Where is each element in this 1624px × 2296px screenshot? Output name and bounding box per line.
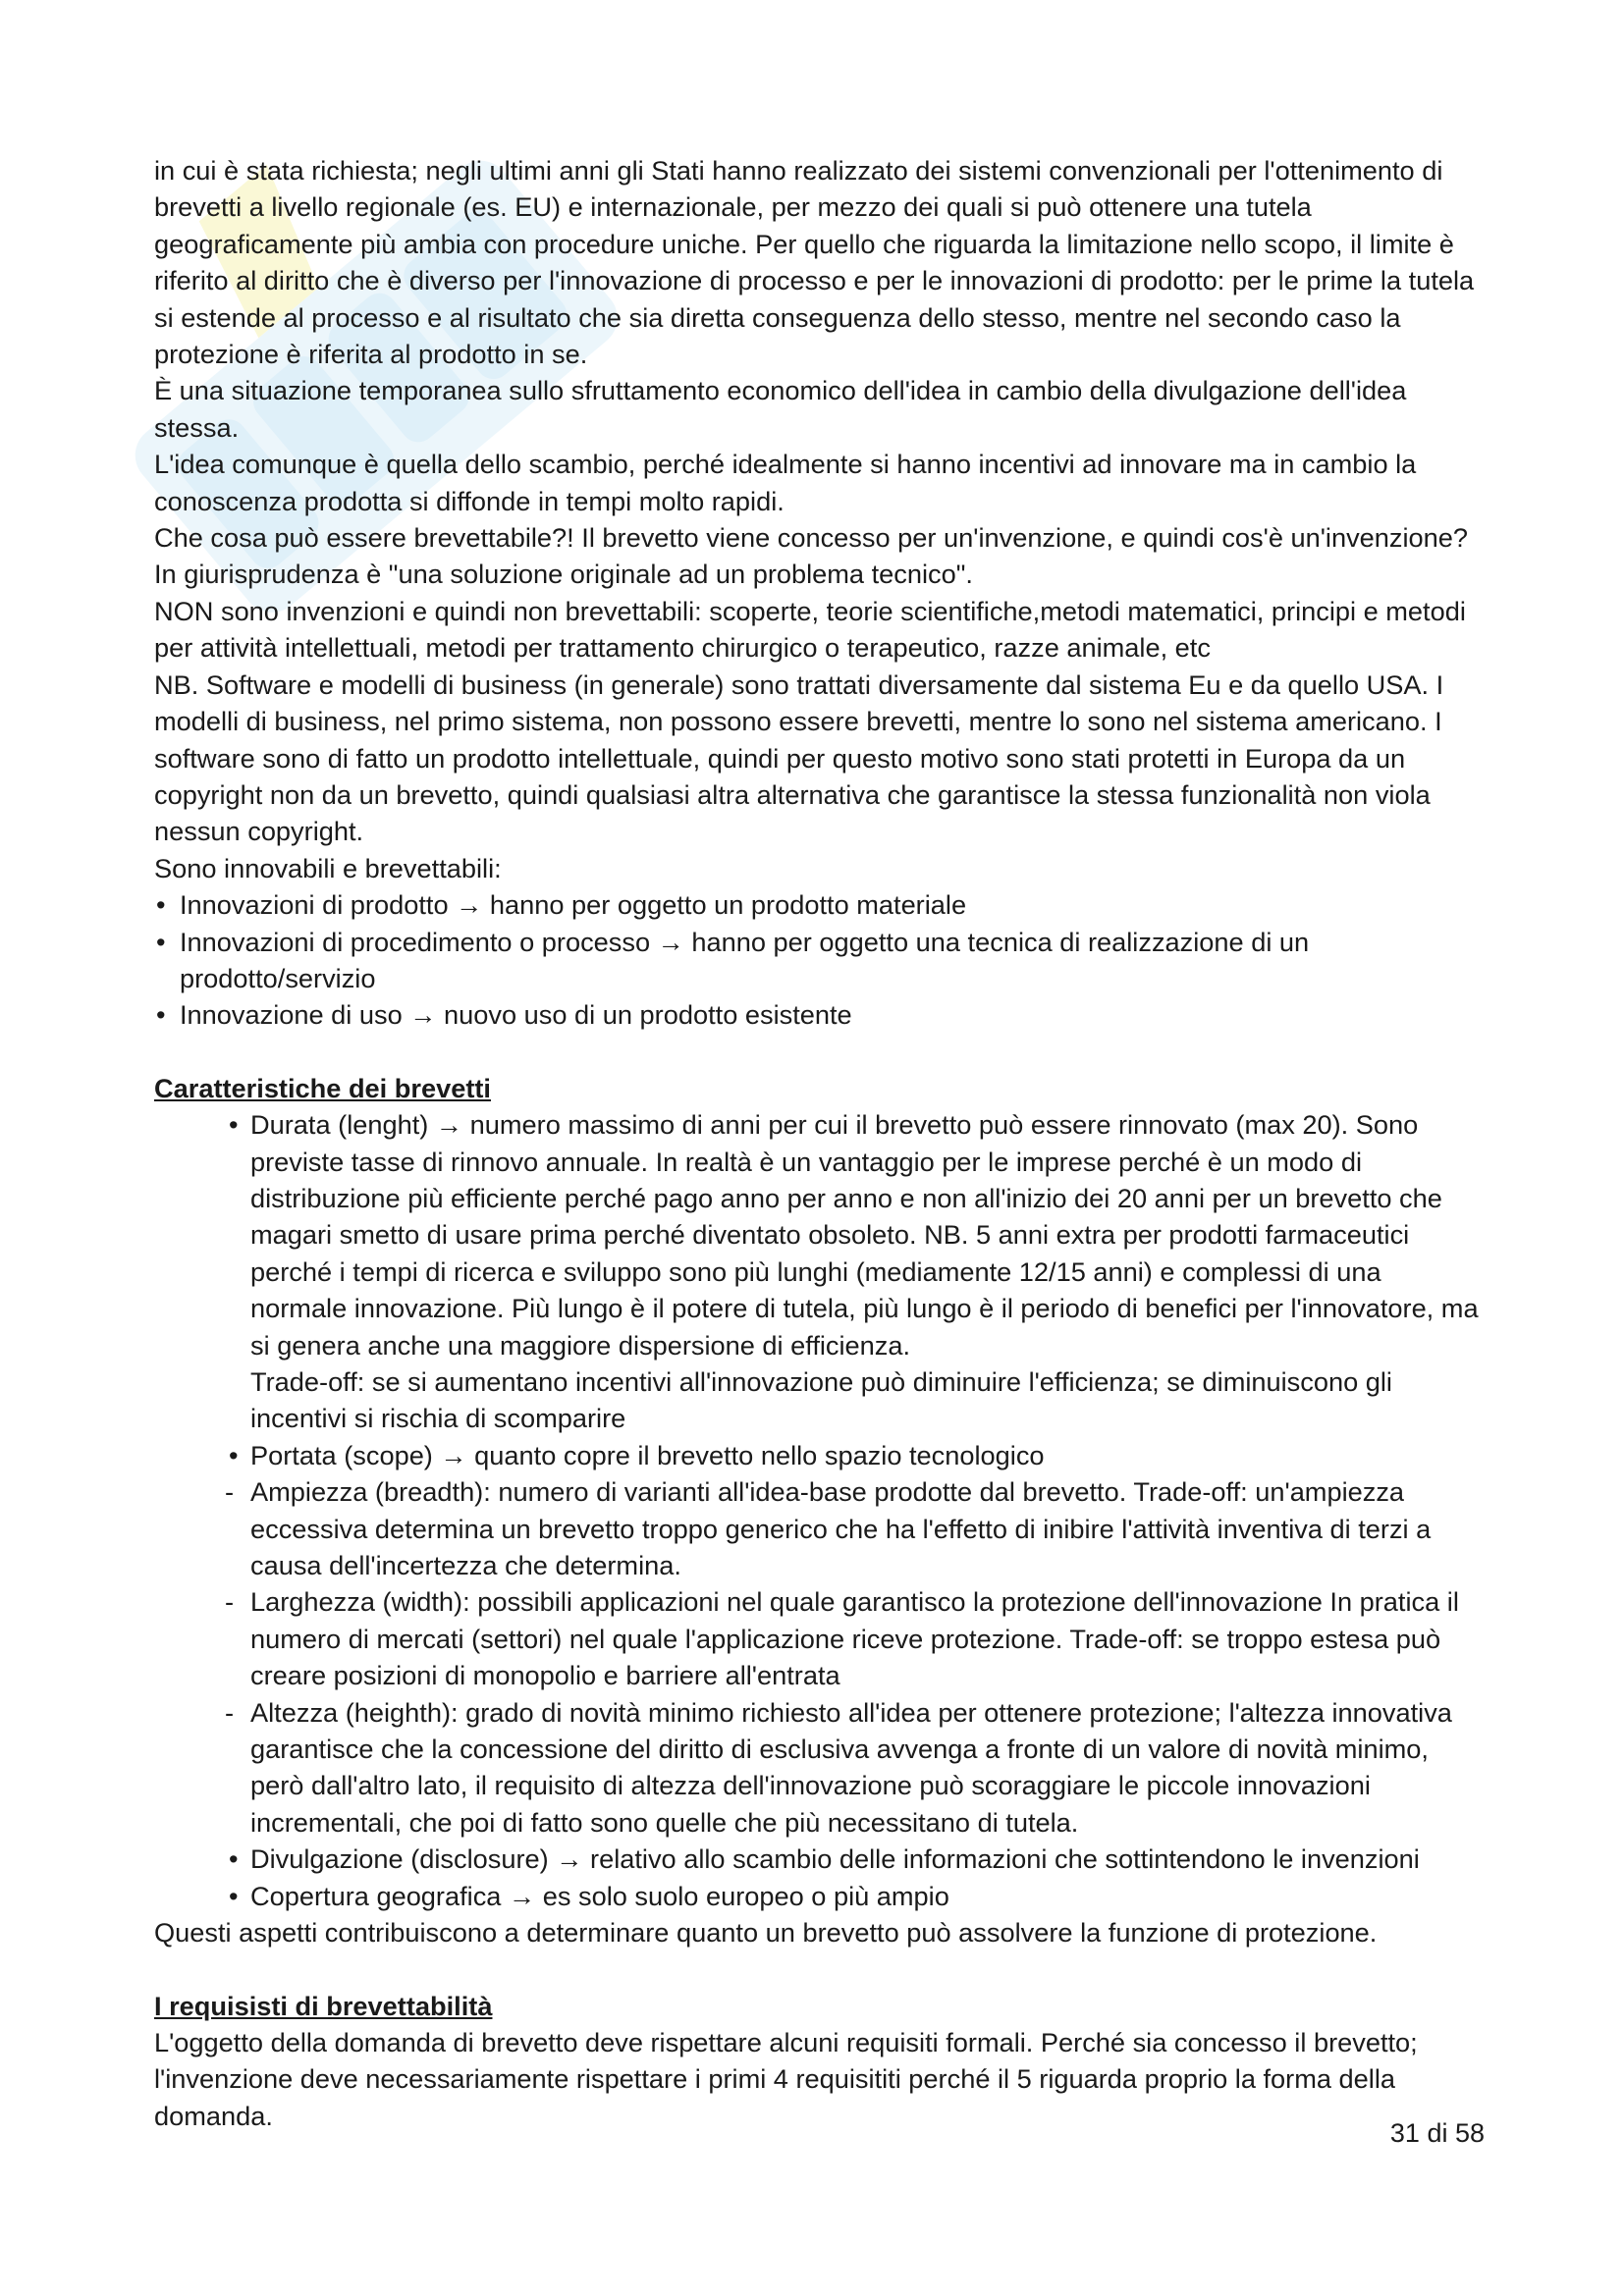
section-heading-characteristics: Caratteristiche dei brevetti — [154, 1072, 491, 1103]
intro-paragraph: È una situazione temporanea sullo sfruttamento economico dell'idea in cambio della divulgazione dell'idea stessa. — [154, 375, 1407, 443]
spacer — [154, 1951, 1485, 1988]
list-item-larghezza: - Larghezza (width): possibili applicazioni nel quale garantisco la protezione dell'innovazione In pratica il numero di mercati (settori) nel quale l'applicazione riceve protezione. Trade-off: se troppo estesa può creare posizioni di monopolio e barriere all'entrata — [217, 1583, 1485, 1693]
list-item: • Innovazioni di prodotto → hanno per oggetto un prodotto materiale — [154, 886, 1485, 923]
list-item-altezza: - Altezza (heighth): grado di novità minimo richiesto all'idea per ottenere protezione; l'altezza innovativa garantisce che la concessione del diritto di esclusiva avvenga a fronte di un valore di novità minimo, però dall'altro lato, il requisito di altezza dell'innovazione può scoraggiare le piccole innovazioni incrementali, che poi di fatto sono quelle che più necessitano di tutela. — [217, 1694, 1485, 1842]
list-item: • Innovazioni di procedimento o processo → hanno per oggetto una tecnica di realizzazione di un prodotto/servizio — [154, 924, 1485, 997]
list-item: • Innovazione di uso → nuovo uso di un prodotto esistente — [154, 996, 1485, 1033]
durata-text: Durata (lenght) → numero massimo di anni per cui il brevetto può essere rinnovato (max 20). Sono previste tasse di rinnovo annuale. In realtà è un vantaggio per le imprese perché è un modo di distribuzione più efficiente perché pago anno per anno e non all'inizio dei 20 anni per un brevetto che magari smetto di usare prima perché diventato obsoleto. NB. 5 anni extra per prodotti farmaceutici perché i tempi di ricerca e sviluppo sono più lunghi (mediamente 12/15 anni) e complessi di una normale innovazione. Più lungo è il potere di tutela, più lungo è il periodo di benefici per l'innovatore, ma si genera anche una maggiore dispersione di efficienza. — [250, 1109, 1479, 1361]
section-heading-requirements: I requisisti di brevettabilità — [154, 1990, 493, 2021]
portata-sublist — [217, 1473, 1485, 1841]
characteristics-list-end — [191, 1841, 1485, 1914]
page-number: 31 di 58 — [1389, 2118, 1485, 2148]
list-item-ampiezza: - Ampiezza (breadth): numero di varianti all'idea-base prodotte dal brevetto. Trade-off: un'ampiezza eccessiva determina un brevetto troppo generico che ha l'effetto di inibire l'attività inventiva di terzi a causa dell'incertezza che determina. — [217, 1473, 1485, 1583]
intro-paragraph: in cui è stata richiesta; negli ultimi anni gli Stati hanno realizzato dei sistemi convenzionali per l'ottenimento di brevetti a livello regionale (es. EU) e internazionale, per mezzo dei quali si può ottenere una tutela geograficamente più ambia con procedure uniche. Per quello che riguarda la limitazione nello scopo, il limite è riferito al diritto che è diverso per l'innovazione di processo e per le innovazioni di prodotto: per le prime la tutela si estende al processo e al risultato che sia diretta conseguenza dello stesso, mentre nel secondo caso la protezione è riferita al prodotto in se. — [154, 155, 1475, 370]
intro-paragraph: NB. Software e modelli di business (in generale) sono trattati diversamente dal sistema Eu e da quello USA. I modelli di business, nel primo sistema, non possono essere brevetti, mentre lo sono nel sistema americano. I software sono di fatto un prodotto intellettuale, quindi per questo motivo sono stati protetti in Europa da un copyright non da un brevetto, quindi qualsiasi altra alternativa che garantisce la stessa funzionalità non viola nessun copyright. — [154, 668, 1444, 847]
innovation-types-list — [154, 886, 1485, 1034]
document-page — [154, 152, 1485, 2134]
durata-tradeoff: Trade-off: se si aumentano incentivi all'innovazione può diminuire l'efficienza; se diminuiscono gli incentivi si rischia di scomparire — [250, 1366, 1392, 1434]
intro-paragraph: Che cosa può essere brevettabile?! Il brevetto viene concesso per un'invenzione, e quindi cos'è un'invenzione? In giurisprudenza è "una soluzione originale ad un problema tecnico". — [154, 522, 1469, 590]
list-item-divulgazione: • Divulgazione (disclosure) → relativo allo scambio delle informazioni che sottintendono le invenzioni — [191, 1841, 1485, 1877]
list-item-durata — [191, 1106, 1485, 1363]
intro-paragraph: Sono innovabili e brevettabili: — [154, 852, 502, 883]
list-item-portata: • Portata (scope) → quanto copre il brevetto nello spazio tecnologico — [191, 1437, 1485, 1473]
requirements-paragraph: L'oggetto della domanda di brevetto deve rispettare alcuni requisiti formali. Perché sia concesso il brevetto; l'invenzione deve necessariamente rispettare i primi 4 requisititi perché il 5 riguarda proprio la forma della domanda. — [154, 2026, 1418, 2131]
characteristics-closing: Questi aspetti contribuiscono a determinare quanto un brevetto può assolvere la funzione di protezione. — [154, 1917, 1378, 1949]
list-item-copertura: • Copertura geografica → es solo suolo europeo o più ampio — [191, 1878, 1485, 1914]
intro-paragraph: L'idea comunque è quella dello scambio, perché idealmente si hanno incentivi ad innovare ma in cambio la conoscenza prodotta si diffonde in tempi molto rapidi. — [154, 449, 1417, 516]
spacer — [154, 1034, 1485, 1070]
characteristics-list — [191, 1106, 1485, 1363]
intro-paragraph: NON sono invenzioni e quindi non brevettabili: scoperte, teorie scientifiche,metodi matematici, principi e metodi per attività intellettuali, metodi per trattamento chirurgico o terapeutico, razze animale, etc — [154, 595, 1466, 664]
characteristics-list-cont — [191, 1437, 1485, 1473]
